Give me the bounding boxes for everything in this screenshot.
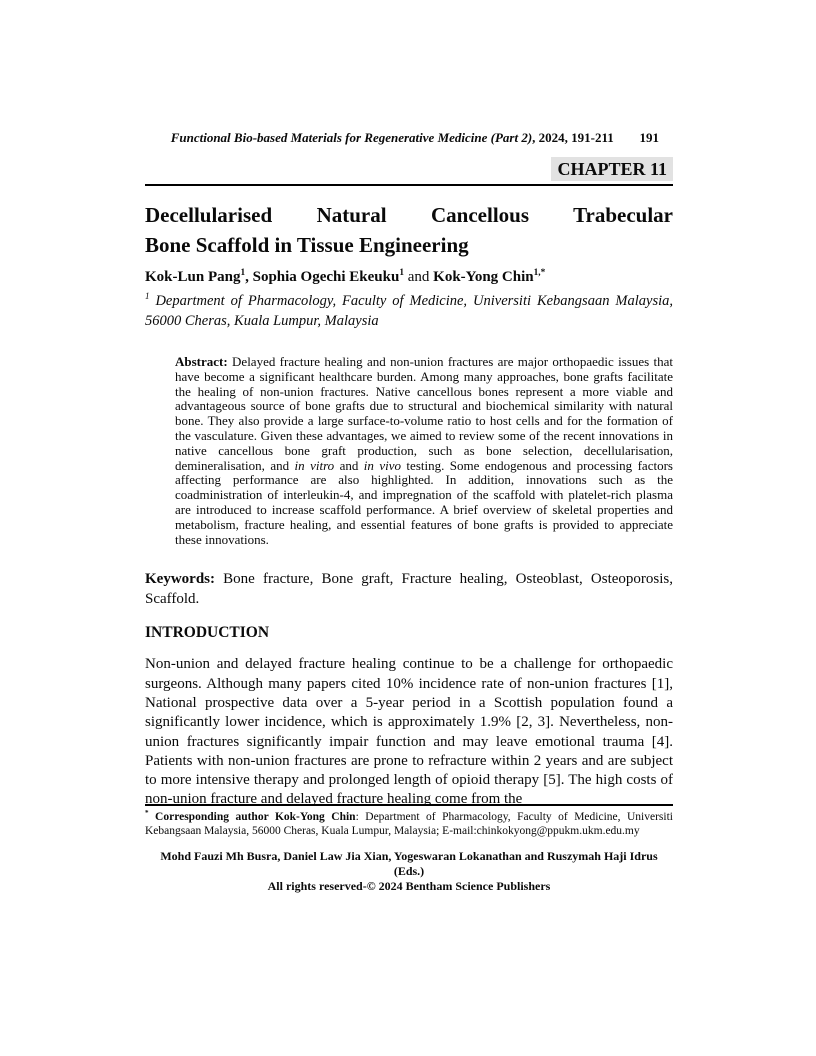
editors-line: Mohd Fauzi Mh Busra, Daniel Law Jia Xian, Yogeswaran Lokanathan and Ruszymah Haji Idrus (Eds.) (160, 849, 658, 878)
copyright-line: All rights reserved-© 2024 Bentham Science Publishers (267, 879, 551, 893)
abstract-paragraph: Abstract: Delayed fracture healing and non-union fractures are major orthopaedic issues that have become a significant healthcare burden. Among many approaches, bone grafts facilitate the healing of non-union fractures. Native cancellous bones represent a more viable and advantageous source of bone grafts due to structural and biochemical similarity with natural bone. They also provide a large surface-to-volume ratio to host cells and for the formation of the vasculature. Given these advantages, we aimed to review some of the recent innovations in native cancellous bone graft production, such as bone selection, decellularisation, demineralisation, and in vitro and in vivo testing. Some endogenous and processing factors affecting performance are also highlighted. In addition, innovations such as the coadministration of interleukin-4, and impregnation of the scaffold with platelet-rich plasma are introduced to increase scaffold performance. A brief overview of skeletal properties and metabolism, fracture healing, and essential features of bone grafts is provided to appreciate these innovations. (175, 354, 673, 547)
footnote-rule (145, 804, 673, 806)
introduction-heading: INTRODUCTION (145, 624, 270, 642)
page-number: 191 (639, 130, 659, 145)
chapter-rule-row (145, 157, 673, 186)
chapter-title (145, 200, 673, 260)
running-header (145, 130, 673, 146)
corresponding-author-footnote: * Corresponding author Kok-Yong Chin: Department of Pharmacology, Faculty of Medicine, Universiti Kebangsaan Malaysia, 56000 Cheras, Kuala Lumpur, Malaysia; E-mail:chinkokyong@ppukm.ukm.edu.my (145, 809, 673, 837)
chapter-title-line1: Decellularised Natural Cancellous Trabecular (145, 203, 673, 227)
affiliation: $^1$ Department of Pharmacology, Faculty of Medicine, Universiti Kebangsaan Malaysia, 56000 Cheras, Kuala Lumpur, Malaysia (145, 291, 673, 329)
keywords-line: Keywords: Bone fracture, Bone graft, Fracture healing, Osteoblast, Osteoporosis, Scaffold. (145, 571, 673, 608)
text-column (145, 0, 673, 810)
introduction-paragraph: Non-union and delayed fracture healing continue to be a challenge for orthopaedic surgeons. Although many papers cited 10% incidence rate of non-union fractures [1], National prospective data over a 5-year period in a Scottish population found a significantly lower incidence, which is approximately 1.9% [2, 3]. Nevertheless, non-union fractures significantly impair function and may leave emotional trauma [4]. Patients with non-union fractures are prone to refracture within 2 years and are subject to more intensive therapy and prolonged length of opioid therapy [5]. The high costs of non-union fracture and delayed fracture healing come from the (145, 656, 673, 808)
page-footer (145, 804, 673, 894)
authors-line: Kok-Lun Pang$^1$, Sophia Ogechi Ekeuku$^1$ and Kok-Yong Chin$^{1,*}$ (145, 268, 546, 285)
chapter-title-line2: Bone Scaffold in Tissue Engineering (145, 233, 469, 257)
chapter-label: CHAPTER 11 (551, 157, 673, 181)
running-header-citation: Functional Bio-based Materials for Regenerative Medicine (Part 2), 2024, 191-211 (170, 130, 614, 145)
